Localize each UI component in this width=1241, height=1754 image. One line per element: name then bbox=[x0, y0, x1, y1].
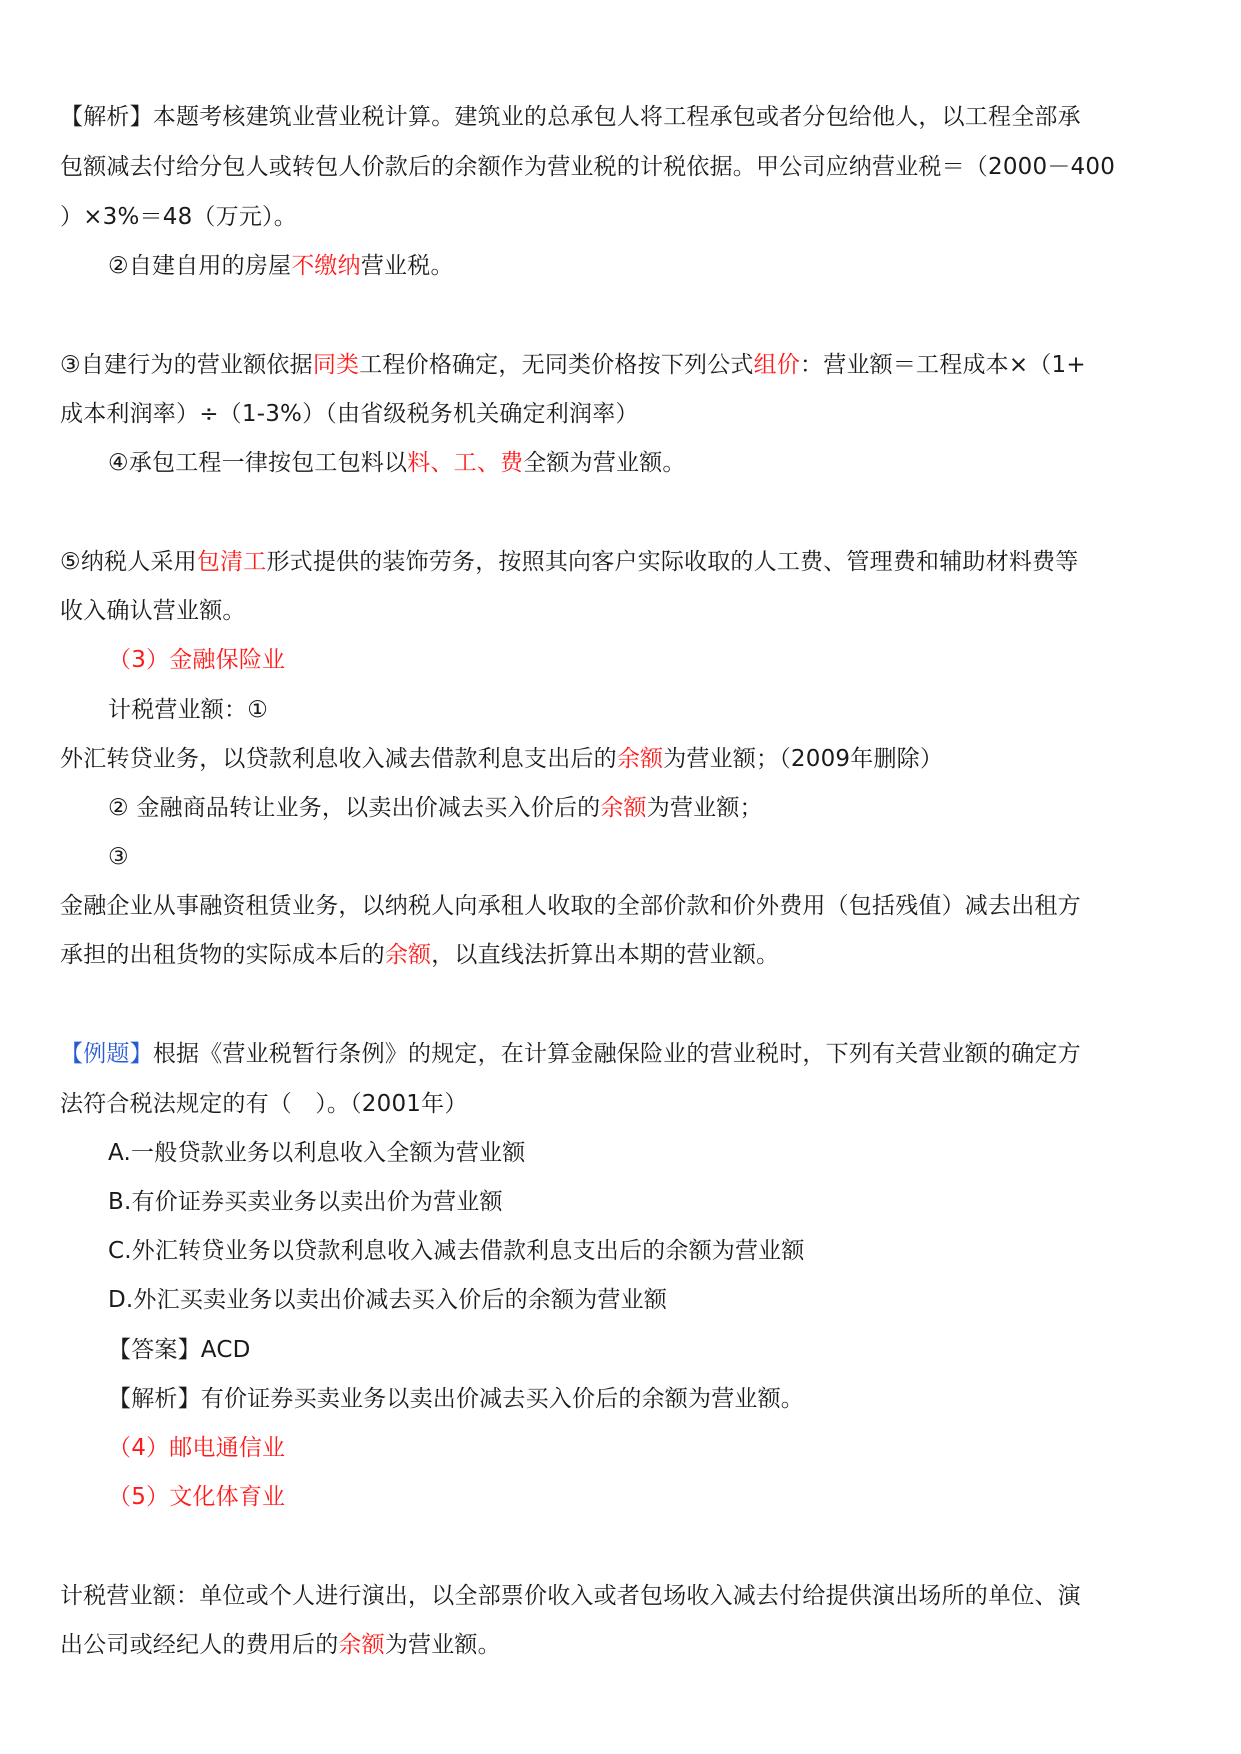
text-line bbox=[60, 1039, 1081, 1069]
text-run: ）×3%＝48（万元）。 bbox=[60, 204, 297, 230]
highlighted-text: 同类 bbox=[312, 352, 360, 378]
text-line bbox=[60, 891, 1081, 921]
text-run: 形式提供的装饰劳务，按照其向客户实际收取的人工费、管理费和辅助材料费等 bbox=[266, 549, 1079, 575]
text-run: ，以直线法折算出本期的营业额。 bbox=[431, 942, 780, 968]
text-line bbox=[108, 842, 129, 872]
highlighted-text: 料、工、费 bbox=[407, 450, 524, 476]
text-line bbox=[60, 1630, 501, 1660]
text-line bbox=[108, 645, 285, 675]
text-run: A.一般贷款业务以利息收入全额为营业额 bbox=[108, 1140, 526, 1166]
text-run: 工程价格确定，无同类价格按下列公式 bbox=[359, 352, 754, 378]
highlighted-text: （4）邮电通信业 bbox=[108, 1435, 286, 1461]
text-line bbox=[108, 1384, 804, 1414]
text-line bbox=[108, 1285, 667, 1315]
highlighted-text: 余额 bbox=[338, 1632, 385, 1658]
highlighted-text: 余额 bbox=[600, 795, 647, 821]
text-run: D.外汇买卖业务以卖出价减去买入价后的余额为营业额 bbox=[108, 1287, 668, 1313]
text-run: 包额减去付给分包人或转包人价款后的余额作为营业税的计税依据。甲公司应纳营业税＝（2000－400 bbox=[60, 154, 1116, 180]
text-line bbox=[60, 940, 779, 970]
text-run: 为营业额； bbox=[646, 795, 763, 821]
text-run: 【答案】ACD bbox=[108, 1337, 251, 1363]
text-line bbox=[108, 1433, 285, 1463]
text-run: 收入确认营业额。 bbox=[60, 598, 246, 624]
text-run: 法符合税法规定的有（ ）。（2001年） bbox=[60, 1091, 468, 1117]
text-run: 【解析】有价证券买卖业务以卖出价减去买入价后的余额为营业额。 bbox=[108, 1386, 804, 1412]
text-run: ②自建自用的房屋 bbox=[108, 253, 292, 279]
text-run: 根据《营业税暂行条例》的规定，在计算金融保险业的营业税时，下列有关营业额的确定方 bbox=[152, 1041, 1081, 1067]
text-run: ：营业额＝工程成本×（1+ bbox=[800, 352, 1086, 378]
text-line bbox=[60, 547, 1078, 577]
highlighted-text: 不缴纳 bbox=[291, 253, 361, 279]
text-run: 金融企业从事融资租赁业务，以纳税人向承租人收取的全部价款和价外费用（包括残值）减去出租方 bbox=[60, 893, 1081, 919]
highlighted-text: 【例题】 bbox=[60, 1041, 153, 1067]
text-line bbox=[60, 102, 1081, 132]
text-line bbox=[108, 1138, 525, 1168]
text-run: 计税营业额：单位或个人进行演出，以全部票价收入或者包场收入减去付给提供演出场所的单位、演 bbox=[60, 1583, 1081, 1609]
text-run: 为营业额。 bbox=[384, 1632, 501, 1658]
text-line bbox=[60, 1581, 1081, 1611]
text-line bbox=[60, 399, 639, 429]
text-run: 为营业额；（2009年删除） bbox=[663, 746, 944, 772]
text-line bbox=[108, 695, 268, 725]
text-line bbox=[60, 350, 1086, 380]
text-line bbox=[60, 202, 297, 232]
text-line bbox=[108, 448, 686, 478]
text-line bbox=[60, 1089, 468, 1119]
text-run: 计税营业额：① bbox=[108, 697, 269, 723]
text-run: 营业税。 bbox=[360, 253, 454, 279]
text-line bbox=[108, 1335, 251, 1365]
text-run: 出公司或经纪人的费用后的 bbox=[60, 1632, 339, 1658]
text-run: ③自建行为的营业额依据 bbox=[60, 352, 313, 378]
text-run: 成本利润率）÷（1-3%）（由省级税务机关确定利润率） bbox=[60, 401, 639, 427]
text-run: 【解析】本题考核建筑业营业税计算。建筑业的总承包人将工程承包或者分包给他人，以工程全部承 bbox=[60, 104, 1081, 130]
highlighted-text: 包清工 bbox=[196, 549, 267, 575]
highlighted-text: （5）文化体育业 bbox=[108, 1484, 286, 1510]
text-run: 承担的出租货物的实际成本后的 bbox=[60, 942, 385, 968]
text-run: 全额为营业额。 bbox=[523, 450, 686, 476]
highlighted-text: 余额 bbox=[384, 942, 432, 968]
text-line bbox=[60, 744, 943, 774]
text-run: 外汇转贷业务，以贷款利息收入减去借款利息支出后的 bbox=[60, 746, 617, 772]
text-run: ④承包工程一律按包工包料以 bbox=[108, 450, 408, 476]
text-run: B.有价证券买卖业务以卖出价为营业额 bbox=[108, 1189, 503, 1215]
text-run: ② 金融商品转让业务，以卖出价减去买入价后的 bbox=[108, 795, 601, 821]
text-line bbox=[60, 152, 1115, 182]
highlighted-text: 组价 bbox=[753, 352, 801, 378]
text-line bbox=[108, 1482, 285, 1512]
text-line bbox=[60, 596, 246, 626]
text-line bbox=[108, 251, 454, 281]
text-line bbox=[108, 1236, 805, 1266]
text-run: ③ bbox=[108, 844, 129, 870]
highlighted-text: 余额 bbox=[616, 746, 664, 772]
text-run: C.外汇转贷业务以贷款利息收入减去借款利息支出后的余额为营业额 bbox=[108, 1238, 805, 1264]
text-line bbox=[108, 793, 763, 823]
text-line bbox=[108, 1187, 503, 1217]
highlighted-text: （3）金融保险业 bbox=[108, 647, 286, 673]
text-run: ⑤纳税人采用 bbox=[60, 549, 197, 575]
